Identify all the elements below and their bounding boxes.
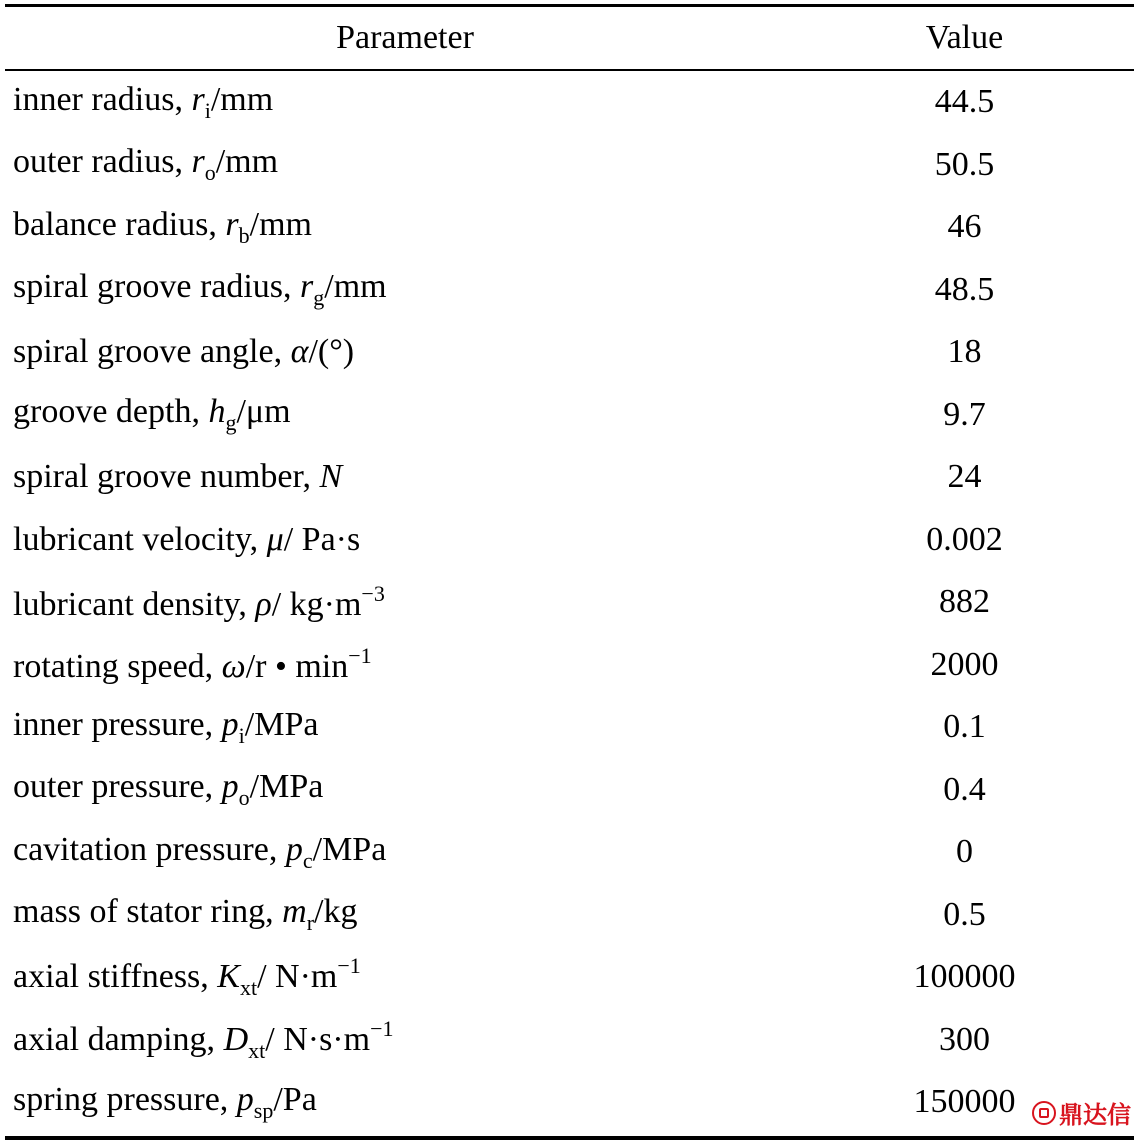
parameter-unit: /mm [324, 268, 387, 306]
value-cell: 9.7 [943, 395, 986, 433]
parameter-cell [5, 268, 805, 311]
parameter-subscript: i [204, 97, 211, 123]
table-row [5, 259, 1134, 322]
table-row [5, 1009, 1134, 1072]
parameter-superscript: −1 [337, 953, 361, 979]
table-header-row [5, 7, 1134, 69]
parameter-symbol: p [285, 830, 303, 868]
value-cell: 48.5 [934, 270, 995, 308]
parameter-symbol: h [208, 393, 226, 431]
parameter-cell [5, 893, 805, 936]
parameter-subscript: g [225, 410, 237, 436]
table-row [5, 821, 1134, 884]
parameter-unit: /μm [236, 393, 291, 431]
parameter-cell [5, 143, 805, 186]
value-cell: 24 [947, 458, 982, 496]
table-row [5, 759, 1134, 822]
table-body [5, 71, 1134, 1134]
parameter-subscript: xt [248, 1037, 266, 1063]
parameter-subscript: o [238, 785, 250, 811]
parameter-superscript: −1 [370, 1015, 394, 1041]
parameter-label: axial damping, [13, 1020, 224, 1058]
parameter-label: inner radius, [13, 80, 192, 118]
parameter-symbol: p [236, 1080, 254, 1118]
parameter-cell [5, 458, 805, 496]
parameter-subscript: sp [253, 1097, 274, 1123]
parameter-label: outer radius, [13, 143, 192, 181]
value-cell: 150000 [913, 1083, 1016, 1121]
parameter-cell [5, 206, 805, 249]
parameter-subscript: i [238, 722, 245, 748]
parameter-subscript: r [306, 910, 315, 936]
parameter-cell [5, 393, 805, 436]
parameter-subscript: c [302, 847, 313, 873]
parameter-subscript: xt [239, 975, 258, 1001]
value-cell: 300 [939, 1020, 990, 1058]
parameter-label: spiral groove number, [13, 458, 320, 496]
parameter-unit: / kg·m [271, 585, 362, 623]
parameter-unit: /mm [215, 143, 279, 181]
parameter-unit: /Pa [273, 1080, 317, 1118]
table-row [5, 509, 1134, 572]
parameter-cell [5, 581, 805, 624]
parameter-unit: /r • min [245, 648, 349, 686]
parameter-label: groove depth, [13, 393, 209, 431]
watermark-text: 鼎达信 [1059, 1101, 1131, 1129]
parameter-subscript: g [313, 285, 325, 311]
value-cell: 0.1 [943, 708, 986, 746]
parameter-cell [5, 831, 805, 874]
table-row [5, 384, 1134, 447]
parameter-label: inner pressure, [13, 705, 222, 743]
parameter-symbol: r [300, 268, 314, 306]
watermark [1032, 1095, 1131, 1130]
parameter-label: axial stiffness, [13, 958, 218, 996]
parameter-symbol: α [290, 333, 309, 371]
parameter-cell [5, 81, 805, 124]
parameter-cell [5, 643, 805, 686]
value-cell: 0.4 [943, 770, 986, 808]
parameter-symbol: p [221, 768, 239, 806]
parameter-label: balance radius, [13, 205, 226, 243]
parameter-label: cavitation pressure, [13, 830, 286, 868]
parameter-cell [5, 1016, 805, 1064]
parameter-label: outer pressure, [13, 768, 222, 806]
parameter-unit: /mm [249, 205, 312, 243]
value-cell: 0.002 [926, 520, 1003, 558]
value-cell: 18 [947, 333, 982, 371]
value-cell: 100000 [913, 958, 1016, 996]
value-cell: 882 [939, 583, 990, 621]
parameter-unit: / N·m [257, 958, 338, 996]
parameter-unit: / N·s·m [265, 1020, 371, 1058]
parameter-symbol: ρ [255, 585, 272, 623]
table-row [5, 134, 1134, 197]
parameter-cell [5, 333, 805, 371]
parameter-subscript: o [204, 160, 216, 186]
parameter-cell [5, 521, 805, 559]
parameter-cell [5, 953, 805, 1001]
parameter-unit: /(°) [308, 333, 355, 371]
watermark-logo-icon [1032, 1101, 1056, 1125]
parameter-label: spiral groove radius, [13, 268, 301, 306]
parameter-label: lubricant density, [13, 585, 256, 623]
table-row [5, 696, 1134, 759]
parameter-table [5, 0, 1134, 1140]
parameter-symbol: r [225, 205, 239, 243]
parameter-symbol: ω [221, 648, 246, 686]
parameter-label: rotating speed, [13, 648, 222, 686]
parameter-symbol: K [217, 958, 240, 996]
value-cell: 44.5 [934, 83, 995, 121]
header-value: Value [925, 19, 1004, 56]
table-row [5, 196, 1134, 259]
value-cell: 0 [956, 833, 973, 871]
parameter-superscript: −3 [361, 580, 385, 606]
parameter-label: spiral groove angle, [13, 333, 291, 371]
parameter-symbol: D [223, 1020, 249, 1058]
parameter-unit: /kg [314, 893, 358, 931]
parameter-label: mass of stator ring, [13, 893, 283, 931]
parameter-symbol: m [282, 893, 307, 931]
parameter-symbol: p [221, 705, 239, 743]
parameter-symbol: μ [266, 520, 284, 558]
table-row [5, 884, 1134, 947]
parameter-unit: /MPa [249, 768, 324, 806]
parameter-cell [5, 706, 805, 749]
table-row [5, 321, 1134, 384]
parameter-label: spring pressure, [13, 1080, 237, 1118]
value-cell: 50.5 [934, 145, 995, 183]
table-row [5, 946, 1134, 1009]
table-row [5, 446, 1134, 509]
parameter-cell [5, 1081, 805, 1124]
parameter-label: lubricant velocity, [13, 520, 267, 558]
parameter-unit: / Pa·s [283, 520, 361, 558]
value-cell: 46 [947, 208, 982, 246]
value-cell: 0.5 [943, 895, 986, 933]
value-cell: 2000 [930, 645, 999, 683]
header-parameter: Parameter [336, 19, 474, 56]
parameter-subscript: b [238, 222, 250, 248]
parameter-symbol: r [191, 80, 205, 118]
table-row [5, 634, 1134, 697]
table-row [5, 571, 1134, 634]
parameter-unit: /MPa [244, 705, 319, 743]
parameter-symbol: N [319, 458, 343, 496]
parameter-superscript: −1 [348, 643, 372, 669]
table-row [5, 71, 1134, 134]
parameter-symbol: r [191, 143, 205, 181]
parameter-cell [5, 768, 805, 811]
parameter-unit: /MPa [312, 830, 387, 868]
table-row [5, 1071, 1134, 1134]
parameter-unit: /mm [210, 80, 274, 118]
